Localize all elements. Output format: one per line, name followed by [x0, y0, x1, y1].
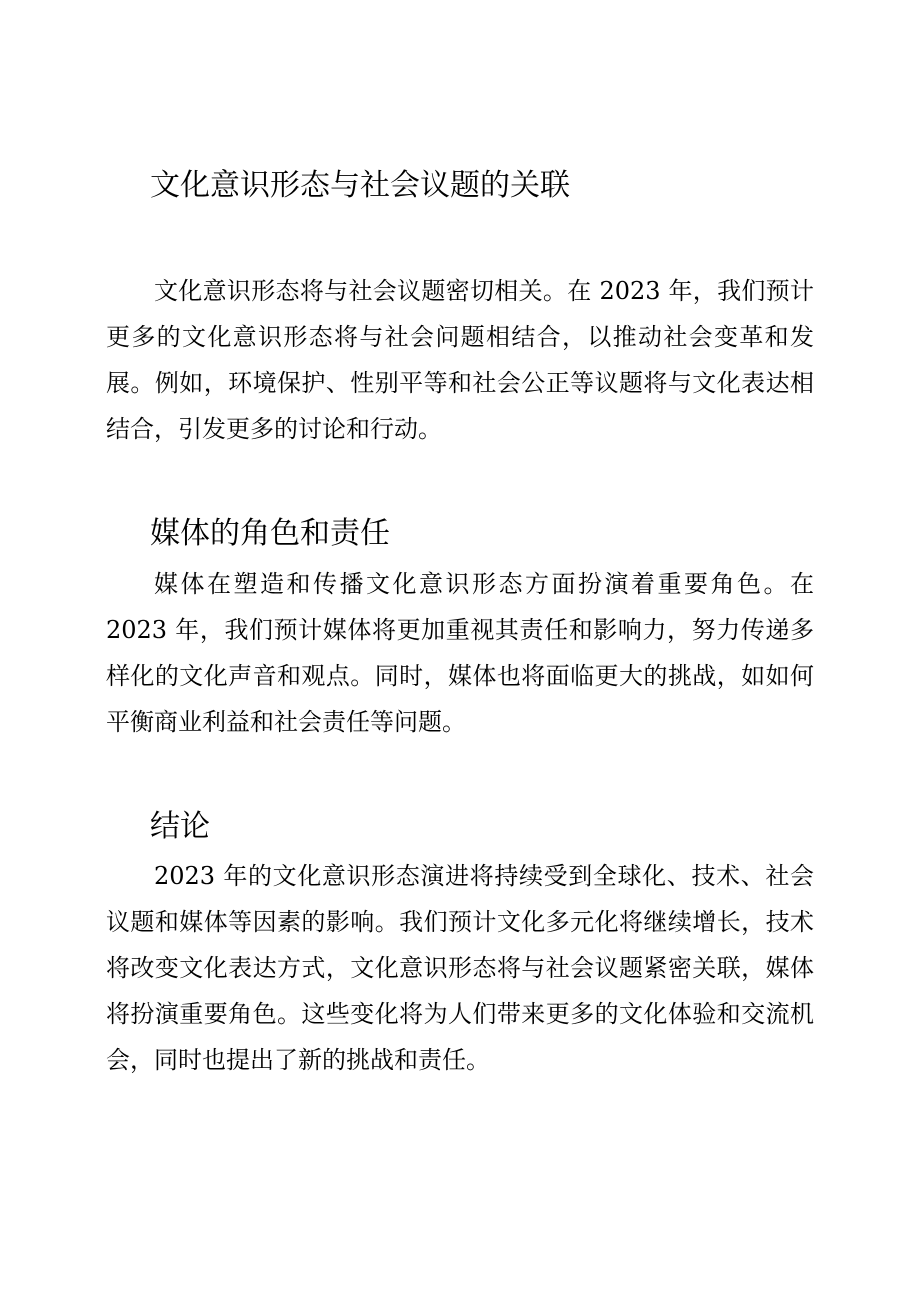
section-heading-media-role: 媒体的角色和责任: [150, 516, 390, 551]
section-heading-conclusion: 结论: [150, 809, 210, 844]
section-heading-cultural-social-issues: 文化意识形态与社会议题的关联: [150, 168, 570, 203]
section-paragraph-media-role: 媒体在塑造和传播文化意识形态方面扮演着重要角色。在 2023 年，我们预计媒体将更加重视其责任和影响力，努力传递多样化的文化声音和观点。同时，媒体也将面临更大的挑战，如如何平衡商业利益和社会责任等问题。: [106, 570, 814, 736]
section-paragraph-conclusion: 2023 年的文化意识形态演进将持续受到全球化、技术、社会议题和媒体等因素的影响。我们预计文化多元化将继续增长，技术将改变文化表达方式，文化意识形态将与社会议题紧密关联，媒体将扮演重要角色。这些变化将为人们带来更多的文化体验和交流机会，同时也提出了新的挑战和责任。: [106, 862, 814, 1074]
section-paragraph-cultural-social-issues: 文化意识形态将与社会议题密切相关。在 2023 年，我们预计更多的文化意识形态将与社会问题相结合，以推动社会变革和发展。例如，环境保护、性别平等和社会公正等议题将与文化表达相结合，引发更多的讨论和行动。: [106, 277, 814, 443]
